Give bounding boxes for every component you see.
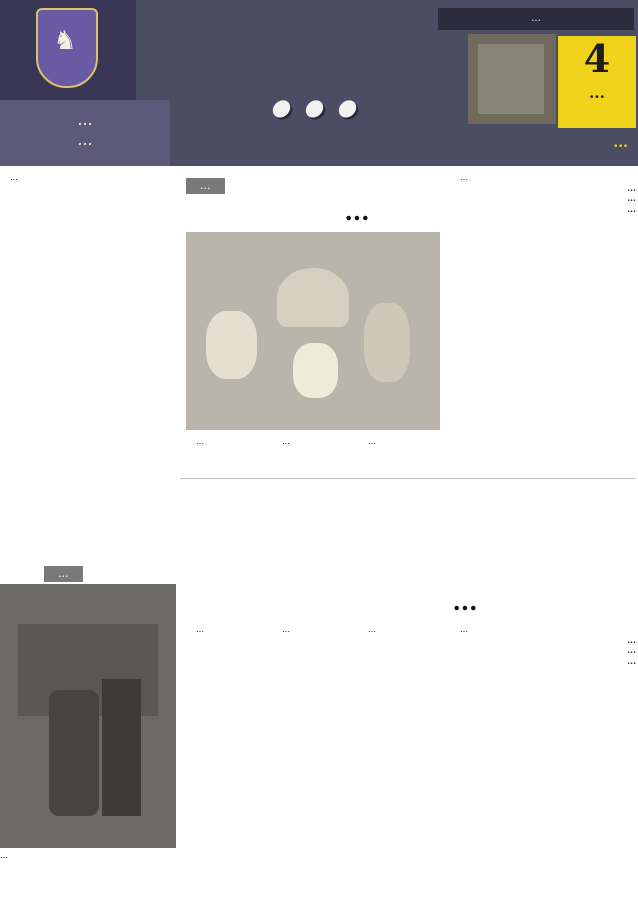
slogan-line-1: ... <box>77 110 93 129</box>
second-headline: ... <box>452 587 478 616</box>
bottom-role: ... <box>627 645 636 656</box>
slogan-line-2: ... <box>77 130 93 149</box>
signature-3: ... <box>627 203 636 214</box>
date-box <box>558 36 636 128</box>
middle-column-2 <box>272 436 352 572</box>
middle-column-3-text: ... <box>368 436 376 446</box>
bottom-column-1-text: ... <box>196 624 204 634</box>
bottom-column-1 <box>186 624 266 894</box>
bottom-column-3 <box>358 624 442 894</box>
bottom-photo-credit: ... <box>627 655 636 666</box>
middle-column-1 <box>186 436 266 572</box>
middle-column-3 <box>358 436 442 572</box>
main-headline: ... <box>344 197 370 226</box>
workers-photo <box>0 584 176 848</box>
date-month: ... <box>589 84 605 102</box>
family-photo <box>186 232 440 430</box>
right-column-top <box>450 172 636 582</box>
middle-column-2-text: ... <box>282 436 290 446</box>
slogan <box>0 100 170 166</box>
emblem <box>0 0 136 108</box>
section-tag-workers: ... <box>44 566 83 582</box>
bottom-signature: ... <box>627 634 636 645</box>
bottom-column-2 <box>272 624 352 894</box>
right-column-top-text: ... <box>460 172 468 182</box>
section-tag-history: ... <box>186 178 225 194</box>
bottom-column-4-text: ... <box>460 624 468 634</box>
masthead-photo <box>468 34 556 124</box>
left-column-top-text: ... <box>10 172 18 182</box>
signature-1: ... <box>627 182 636 193</box>
issue-info: ... <box>613 135 628 151</box>
signature-2: ... <box>627 193 636 204</box>
bottom-column-3-text: ... <box>368 624 376 634</box>
left-column-top <box>0 172 176 562</box>
bottom-column-4 <box>450 624 636 894</box>
bottom-column-2-text: ... <box>282 624 290 634</box>
newspaper-title: ... <box>265 30 365 138</box>
masthead <box>0 0 638 166</box>
middle-column-1-text: ... <box>196 436 204 446</box>
date-day: 4 <box>583 36 611 81</box>
since-line: ... <box>438 8 634 30</box>
deer-icon: ♞ <box>53 26 77 56</box>
divider <box>180 478 636 479</box>
workers-photo-caption: ... <box>0 850 8 860</box>
